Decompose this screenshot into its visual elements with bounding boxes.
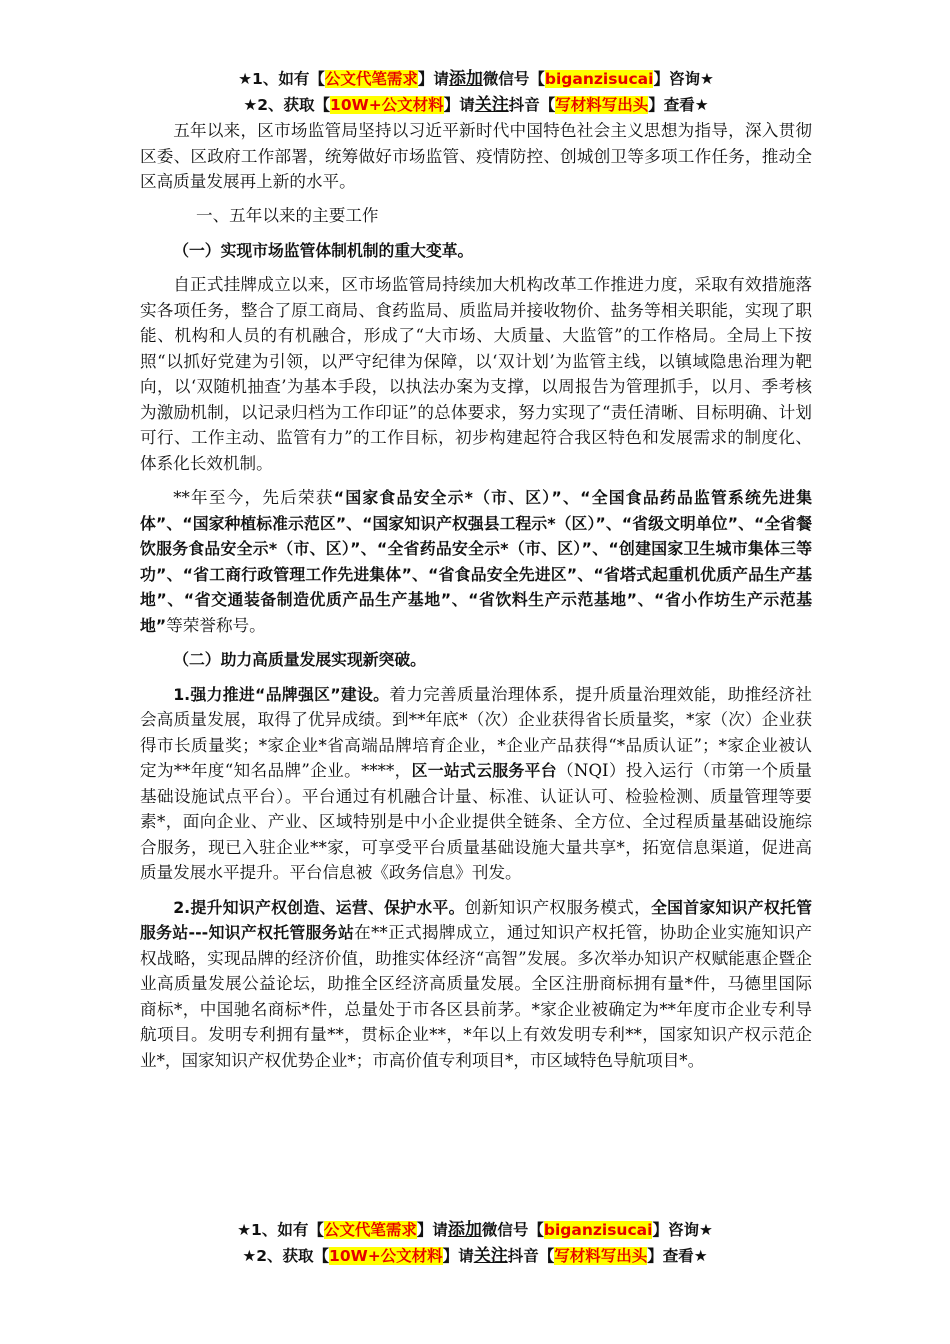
honors-suffix: 等荣誉称号。 [166, 615, 266, 635]
banner-1-highlight-service: 公文代笔需求 [324, 70, 418, 88]
bottom-banner-1-mid: 】请 [416, 1221, 448, 1239]
honors-prefix: **年至今，先后荣获 [173, 488, 334, 507]
section-2-item-2 [140, 895, 812, 1074]
banner-1-prefix: ★1、如有【 [238, 70, 325, 88]
banner-2-mid: 】请 [443, 96, 475, 114]
banner-1-suffix: 】咨询★ [653, 70, 714, 88]
item-2-text-2: 在**正式揭牌成立，通过知识产权托管，协助企业实施知识产权战略，实现品牌的经济价值，助推实体经济“高智”发展。多次举办知识产权赋能惠企暨企业高质量发展公益论坛，助推全区经济高质量发展。全区注册商标拥有量*件，马德里国际商标*，中国驰名商标*件，总量处于市各区县前茅。*家企业被确定为**年度市企业专利导航项目。发明专利拥有量**，贯标企业**，*年以上有效发明专利**，国家知识产权示范企业*，国家知识产权优势企业*；市高价值专利项目*，市区域特色导航项目*。 [140, 923, 813, 1070]
bottom-banner-1-suffix: 】咨询★ [652, 1221, 713, 1239]
bottom-banner-1-highlight-service: 公文代笔需求 [323, 1221, 417, 1239]
banner-1-mid2: 微信号【 [482, 70, 545, 88]
banner-line-2 [140, 92, 812, 118]
banner-1-mid: 】请 [417, 70, 449, 88]
bottom-banner-2-underlined: 关注 [473, 1246, 508, 1266]
banner-2-mid2: 抖音【 [508, 96, 556, 114]
item-1-text-2: （NQI）投入运行（市第一个质量基础设施试点平台）。平台通过有机融合计量、标准、认证认可、检验检测、质量管理等要素*，面向企业、产业、区域特别是中小企业提供全链条、全方位、全过程质量基础设施综合服务，现已入驻企业**家，可享受平台质量基础设施大量共享*，拓宽信息渠道，促进高质量发展水平提升。平台信息被《政务信息》刊发。 [140, 761, 812, 882]
item-2-bold: 全国首家知识产权托管服务站---知识产权托管服务站 [140, 897, 813, 942]
bottom-banner-2-highlight-douyin: 写材料写出头 [554, 1247, 648, 1265]
bottom-banner-2-mid: 】请 [442, 1247, 474, 1265]
heading-1: 一、五年以来的主要工作 [196, 205, 379, 225]
section-1-paragraph-2 [140, 485, 812, 638]
item-2-title: 2.提升知识产权创造、运营、保护水平。 [173, 897, 465, 917]
banner-1-highlight-wechat: biganzisucai [544, 70, 654, 88]
bottom-banner-1-mid2: 微信号【 [481, 1221, 544, 1239]
item-2-text-1: 创新知识产权服务模式， [464, 897, 652, 917]
bottom-banner-1-highlight-wechat: biganzisucai [543, 1221, 653, 1239]
bottom-banner [0, 1217, 950, 1269]
top-banner [140, 66, 812, 118]
section-2-item-1 [140, 682, 812, 886]
banner-2-underlined: 关注 [474, 95, 509, 115]
bottom-banner-1-prefix: ★1、如有【 [237, 1221, 324, 1239]
bottom-banner-2-suffix: 】查看★ [647, 1247, 708, 1265]
section-2-title-text: （二）助力高质量发展实现新突破。 [173, 650, 426, 669]
bottom-banner-2-mid2: 抖音【 [507, 1247, 555, 1265]
bottom-banner-1-underlined: 添加 [447, 1220, 482, 1240]
item-1-title: 1.强力推进“品牌强区”建设。 [173, 684, 390, 704]
item-1-bold: 区一站式云服务平台 [411, 761, 557, 780]
section-1-title-text: （一）实现市场监管体制机制的重大变革。 [173, 240, 474, 260]
section-1-title [140, 238, 812, 264]
document-page [140, 66, 812, 1073]
bottom-banner-line-1 [0, 1217, 950, 1243]
intro-paragraph: 五年以来，区市场监管局坚持以习近平新时代中国特色社会主义思想为指导，深入贯彻区委、区政府工作部署，统筹做好市场监管、疫情防控、创城创卫等多项工作任务，推动全区高质量发展再上新的水平。 [140, 121, 812, 191]
banner-2-suffix: 】查看★ [648, 96, 709, 114]
bottom-banner-2-highlight-materials: 10W+公文材料 [329, 1247, 443, 1265]
banner-2-prefix: ★2、获取【 [243, 96, 331, 114]
bottom-banner-2-prefix: ★2、获取【 [242, 1247, 330, 1265]
banner-2-highlight-douyin: 写材料写出头 [555, 96, 649, 114]
section-1-paragraph-1: 自正式挂牌成立以来，区市场监管局持续加大机构改革工作推进力度，采取有效措施落实各项任务，整合了原工商局、食药监局、质监局并接收物价、盐务等相关职能，实现了职能、机构和人员的有机融合，形成了“大市场、大质量、大监管”的工作格局。全局上下按照“以抓好党建为引领，以严守纪律为保障，以‘双计划’为监管主线，以镇域隐患治理为靶向，以‘双随机抽查’为基本手段，以执法办案为支撑，以周报告为管理抓手，以月、季考核为激励机制，以记录归档为工作印证”的总体要求，努力实现了“责任清晰、目标明确、计划可行、工作主动、监管有力”的工作目标，初步构建起符合我区特色和发展需求的制度化、体系化长效机制。 [140, 275, 812, 473]
banner-line-1 [140, 66, 812, 92]
item-1-text-1: 着力完善质量治理体系，提升质量治理效能，助推经济社会高质量发展，取得了优异成绩。到**年底*（次）企业获得省长质量奖，*家（次）企业获得市长质量奖；*家企业*省高端品牌培育企业，*企业产品获得“*品质认证”；*家企业被认定为**年度“知名品牌”企业。****， [140, 684, 812, 780]
honors-list: “国家食品安全示*（市、区）”、“全国食品药品监管系统先进集体”、“国家种植标准示范区”、“国家知识产权强县工程示*（区）”、“省级文明单位”、“全省餐饮服务食品安全示*（市、区）”、“全省药品安全示*（市、区）”、“创建国家卫生城市集体三等功”、“省工商行政管理工作先进集体”、“省食品安全先进区”、“省塔式起重机优质产品生产基地”、“省交通装备制造优质产品生产基地”、“省饮料生产示范基地”、“省小作坊生产示范基地” [140, 488, 812, 635]
section-2-title [140, 647, 812, 673]
bottom-banner-line-2 [0, 1243, 950, 1269]
banner-2-highlight-materials: 10W+公文材料 [330, 96, 444, 114]
banner-1-underlined: 添加 [448, 69, 483, 89]
